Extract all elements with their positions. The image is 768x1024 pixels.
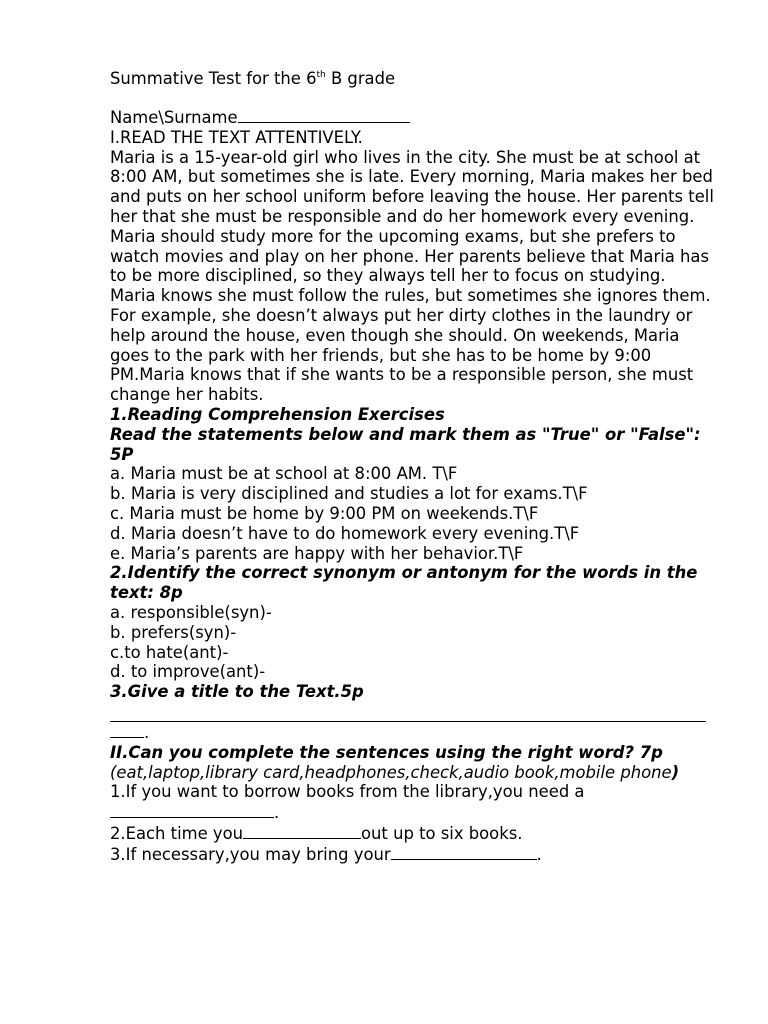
tf-item-e: e. Maria’s parents are happy with her behavior.T\F: [110, 543, 524, 563]
title-prefix: Summative Test for the 6: [110, 69, 317, 88]
word-item-c: c.to hate(ant)-: [110, 642, 229, 662]
section1-heading: I.READ THE TEXT ATTENTIVELY.: [110, 127, 363, 147]
sentence-3-after: .: [536, 844, 542, 864]
word-item-b: b. prefers(syn)-: [110, 622, 237, 642]
sentence-2: [110, 823, 716, 844]
title-answer-line[interactable]: [110, 702, 706, 722]
word-bank-close: ): [671, 762, 680, 782]
sentence-2-before: 2.Each time you: [110, 823, 244, 843]
tf-item-c: c. Maria must be home by 9:00 PM on weekends.T\F: [110, 503, 539, 523]
sentence-2-blank[interactable]: [243, 823, 361, 839]
word-item-d: d. to improve(ant)-: [110, 662, 266, 682]
title-answer-period: .: [144, 722, 150, 742]
exercise3-heading: 3.Give a title to the Text.5p: [110, 682, 364, 702]
exercise1-instruction: Read the statements below and mark them as "True" or "False": 5P: [110, 424, 701, 464]
title-suffix: B grade: [325, 69, 396, 88]
word-item-a: a. responsible(syn)-: [110, 602, 272, 622]
word-bank-list: (eat,laptop,library card,headphones,check,audio book,mobile phone: [110, 762, 672, 782]
sentence-3: [110, 844, 716, 865]
name-line: [110, 107, 716, 128]
exercise1-heading: 1.Reading Comprehension Exercises: [110, 404, 445, 424]
sentence-1-end: .: [274, 803, 280, 823]
sentence-1-blank[interactable]: [110, 802, 274, 818]
word-bank: [110, 763, 716, 783]
tf-item-a: a. Maria must be at school at 8:00 AM. T\F: [110, 464, 458, 484]
title-answer-line-end: [110, 722, 716, 743]
sentence-1-text: 1.If you want to borrow books from the library,you need a: [110, 782, 585, 802]
sentence-2-after: out up to six books.: [361, 823, 523, 843]
sentence-3-before: 3.If necessary,you may bring your: [110, 844, 391, 864]
sentence-3-blank[interactable]: [391, 844, 537, 860]
sentence-1: [110, 782, 716, 802]
reading-paragraph-2: Maria knows she must follow the rules, but sometimes she ignores them. For example, she doesn’t always put her dirty clothes in the laundry or help around the house, even though she should. On weekends, Maria goes to the park with her friends, but she has to be home by 9:00 PM.Maria knows that if she wants to be a responsible person, she must change her habits.: [110, 286, 711, 405]
tf-item-d: d. Maria doesn’t have to do homework every evening.T\F: [110, 523, 580, 543]
name-label: Name\Surname: [110, 108, 238, 127]
test-document: [110, 66, 716, 864]
title-answer-blank-end[interactable]: [110, 722, 144, 738]
section2-heading: II.Can you complete the sentences using the right word? 7p: [110, 742, 663, 762]
exercise2-heading: 2.Identify the correct synonym or antonym for the words in the text: 8p: [110, 563, 698, 603]
name-blank[interactable]: [238, 107, 410, 123]
title-superscript: th: [316, 70, 326, 80]
tf-item-b: b. Maria is very disciplined and studies a lot for exams.T\F: [110, 484, 588, 504]
sentence-1-continued: [110, 802, 716, 823]
reading-paragraph-1: Maria is a 15-year-old girl who lives in the city. She must be at school at 8:00 AM, but sometimes she is late. Every morning, Maria makes her bed and puts on her school uniform before leaving the house. Her parents tell her that she must be responsible and do her homework every evening. Maria should study more for the upcoming exams, but she prefers to watch movies and play on her phone. Her parents believe that Maria has to be more disciplined, so they always tell her to focus on studying.: [110, 147, 714, 286]
document-title: [110, 68, 716, 90]
